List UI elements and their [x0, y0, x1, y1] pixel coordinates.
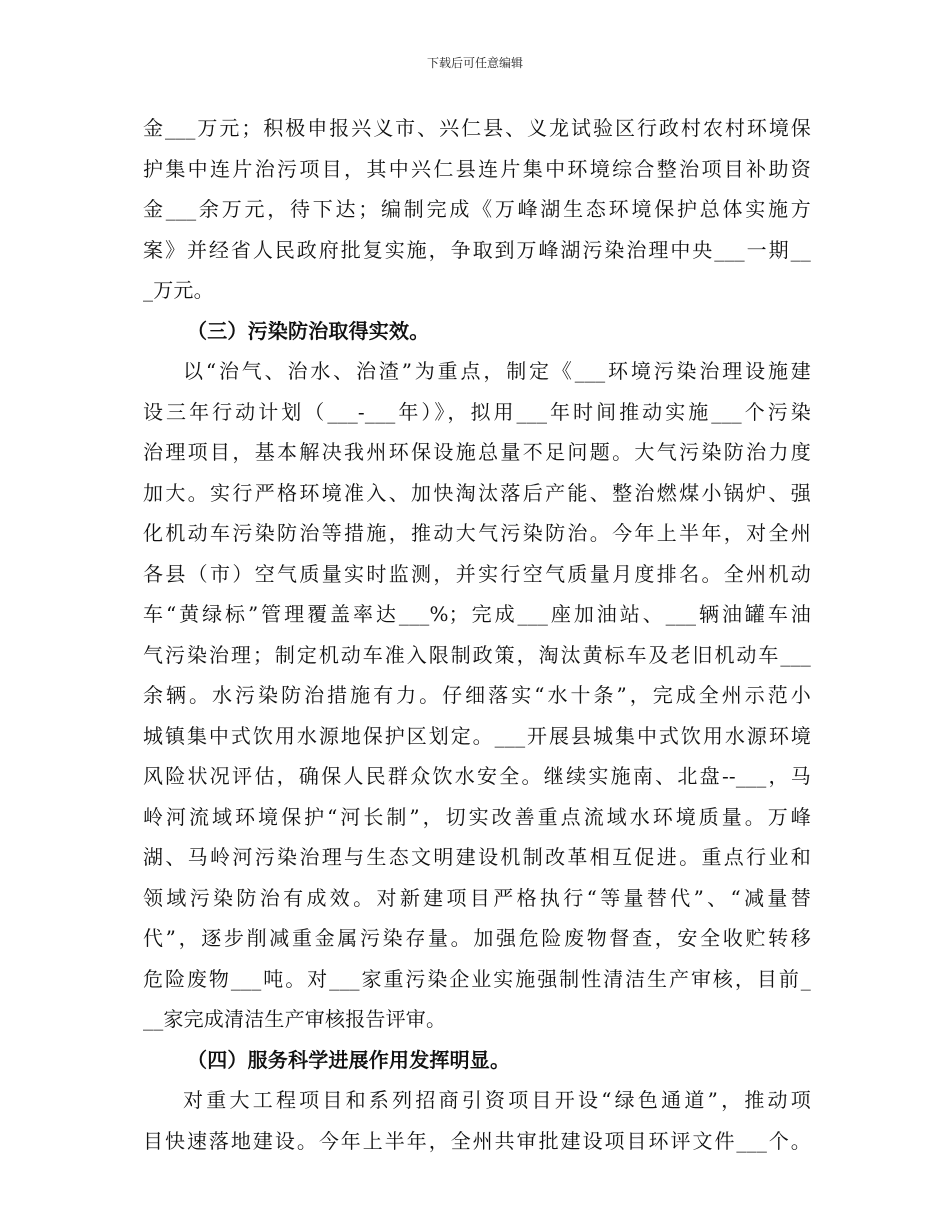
text-line: 风险状况评估，确保人民群众饮水安全。继续实施南、北盘--___，马: [143, 764, 811, 788]
text-line: 各县（市）空气质量实时监测，并实行空气质量月度排名。全州机动: [143, 561, 811, 586]
paragraph-first-line: 对重大工程项目和系列招商引资项目开设“绿色通道”，推动项: [183, 1088, 811, 1112]
text-line: 湖、马岭河污染治理与生态文明建设机制改革相互促进。重点行业和: [143, 845, 811, 869]
text-line: 目快速落地建设。今年上半年，全州共审批建设项目环评文件___个。: [143, 1128, 811, 1153]
text-line: 代”，逐步削减重金属污染存量。加强危险废物督查，安全收贮转移: [143, 926, 811, 950]
text-line: 岭河流域环境保护“河长制”，切实改善重点流域水环境质量。万峰: [143, 804, 811, 829]
text-line: 案》并经省人民政府批复实施，争取到万峰湖污染治理中央___一期__: [143, 237, 811, 262]
text-line: 领域污染防治有成效。对新建项目严格执行“等量替代”、“减量替: [143, 885, 811, 910]
text-line: 护集中连片治污项目，其中兴仁县连片集中环境综合整治项目补助资: [143, 156, 811, 181]
section-heading: （三）污染防治取得实效。: [187, 318, 430, 343]
text-line: 化机动车污染防治等措施，推动大气污染防治。今年上半年，对全州: [143, 521, 811, 545]
text-line: 设三年行动计划（___-___年）》，拟用___年时间推动实施___个污染: [143, 399, 811, 424]
text-line: __家完成清洁生产审核报告评审。: [143, 1007, 447, 1031]
text-line: _万元。: [143, 278, 214, 302]
text-line: 金___余万元，待下达；编制完成《万峰湖生态环境保护总体实施方: [143, 197, 811, 221]
text-line: 治理项目，基本解决我州环保设施总量不足问题。大气污染防治力度: [143, 440, 811, 464]
text-line: 车“黄绿标”管理覆盖率达___%；完成___座加油站、___辆油罐车油: [143, 602, 811, 626]
page-header: 下载后可任意编辑: [426, 56, 523, 70]
paragraph-first-line: 以“治气、治水、治渣”为重点，制定《___环境污染治理设施建: [183, 359, 811, 383]
text-line: 余辆。水污染防治措施有力。仔细落实“水十条”，完成全州示范小: [143, 683, 811, 707]
document-body: [143, 108, 811, 1161]
text-line: 加大。实行严格环境准入、加快淘汰落后产能、整治燃煤小锅炉、强: [143, 480, 811, 505]
text-line: 气污染治理；制定机动车准入限制政策，淘汰黄标车及老旧机动车___: [143, 642, 811, 667]
section-heading: （四）服务科学进展作用发挥明显。: [187, 1047, 511, 1072]
text-line: 城镇集中式饮用水源地保护区划定。___开展县城集中式饮用水源环境: [143, 723, 811, 748]
text-line: 危险废物___吨。对___家重污染企业实施强制性清洁生产审核，目前_: [143, 966, 811, 991]
text-line: 金___万元；积极申报兴义市、兴仁县、义龙试验区行政村农村环境保: [143, 116, 811, 140]
